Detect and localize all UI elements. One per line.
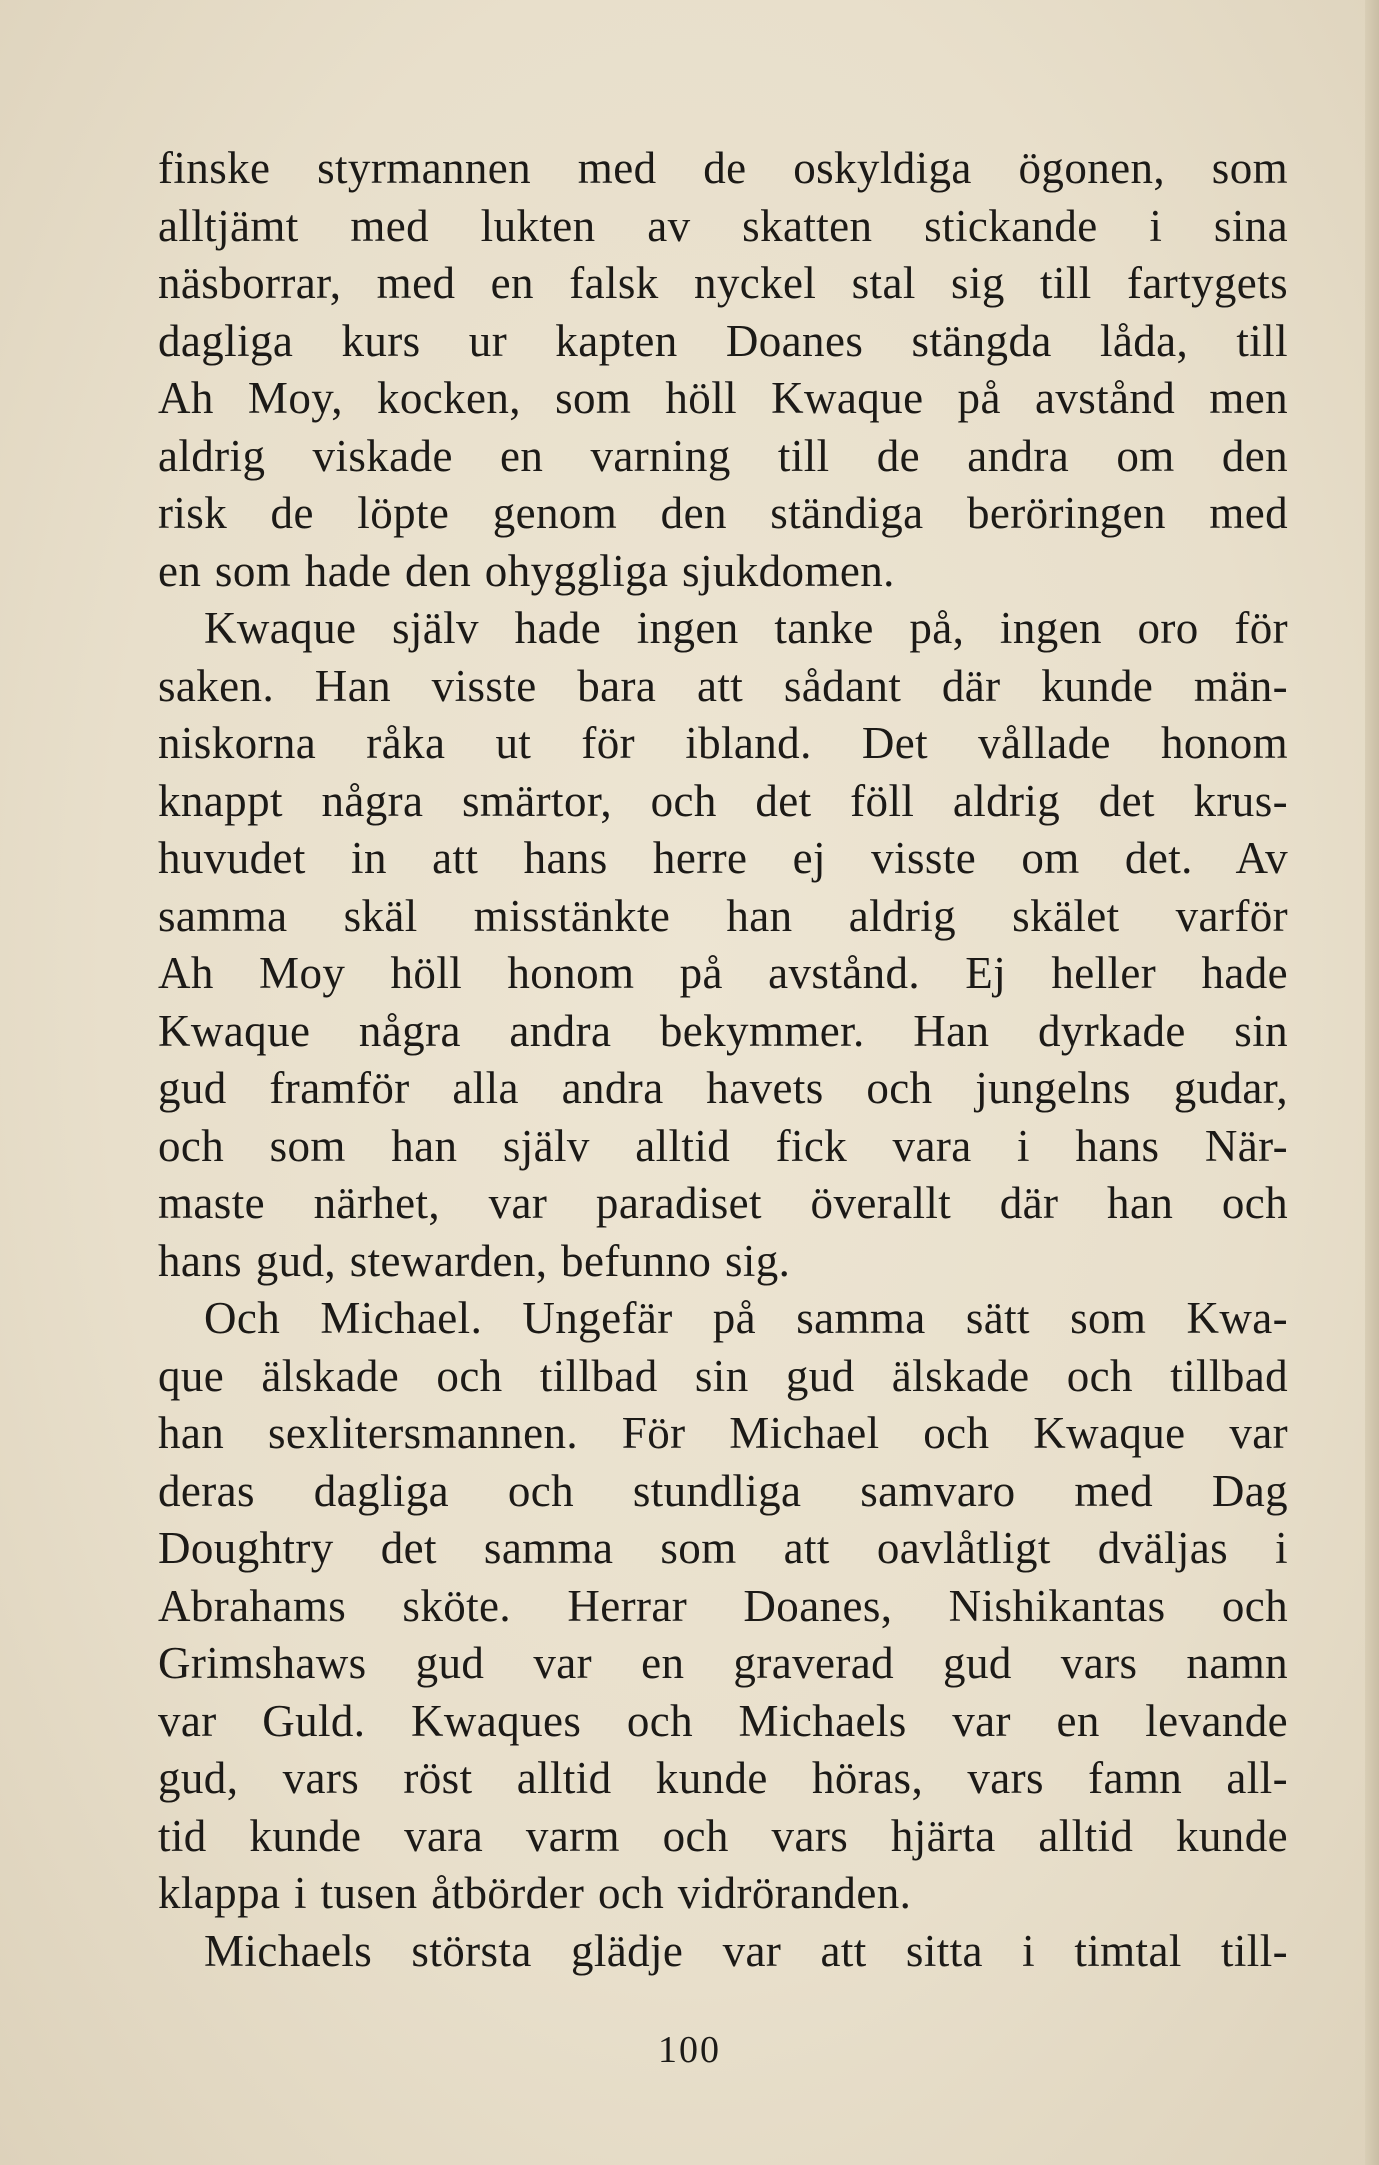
text-line: alltjämt med lukten av skatten stickande i sina (158, 200, 1288, 251)
page-edge (1365, 0, 1379, 2165)
text-line: Ah Moy, kocken, som höll Kwaque på avstånd men (158, 373, 1288, 423)
text-line: huvudet in att hans herre ej visste om det. Av (158, 833, 1288, 883)
text-line: samma skäl misstänkte han aldrig skälet varför (158, 890, 1288, 941)
text-line: Och Michael. Ungefär på samma sätt som Kwa- (204, 1293, 1288, 1343)
text-line: Doughtry det samma som att oavlåtligt dväljas i (158, 1523, 1288, 1573)
text-line: var Guld. Kwaques och Michaels var en levande (158, 1695, 1288, 1746)
text-line: Abrahams sköte. Herrar Doanes, Nishikantas och (158, 1580, 1288, 1631)
text-line: en som hade den ohyggliga sjukdomen. (158, 545, 895, 596)
text-line: niskorna råka ut för ibland. Det vållade honom (158, 718, 1288, 768)
text-line: Michaels största glädje var att sitta i timtal till- (204, 1925, 1288, 1976)
text-line: maste närhet, var paradiset överallt där han och (158, 1178, 1288, 1228)
text-line: risk de löpte genom den ständiga beröringen med (158, 488, 1288, 538)
text-line: Kwaque själv hade ingen tanke på, ingen oro för (204, 603, 1288, 653)
text-line: gud, vars röst alltid kunde höras, vars famn all- (158, 1753, 1288, 1803)
text-line: gud framför alla andra havets och jungelns gudar, (158, 1063, 1288, 1113)
text-line: och som han själv alltid fick vara i hans När- (158, 1120, 1288, 1171)
text-line: hans gud, stewarden, befunno sig. (158, 1235, 791, 1286)
text-line: Kwaque några andra bekymmer. Han dyrkade sin (158, 1005, 1288, 1056)
text-line: dagliga kurs ur kapten Doanes stängda låda, till (158, 315, 1288, 366)
text-line: que älskade och tillbad sin gud älskade och tillbad (158, 1350, 1288, 1401)
text-line: saken. Han visste bara att sådant där kunde män- (158, 660, 1288, 711)
text-line: aldrig viskade en varning till de andra om den (158, 430, 1288, 481)
text-line: deras dagliga och stundliga samvaro med Dag (158, 1465, 1288, 1516)
page-number: 100 (658, 2029, 721, 2071)
body-text (158, 140, 1288, 1980)
text-line: Ah Moy höll honom på avstånd. Ej heller hade (158, 948, 1288, 998)
text-line: Grimshaws gud var en graverad gud vars namn (158, 1638, 1288, 1688)
text-line: tid kunde vara varm och vars hjärta alltid kunde (158, 1810, 1288, 1861)
text-line: knappt några smärtor, och det föll aldrig det krus- (158, 775, 1288, 826)
text-line: klappa i tusen åtbörder och vidröranden. (158, 1868, 912, 1918)
text-line: näsborrar, med en falsk nyckel stal sig till fartygets (158, 258, 1288, 308)
text-line: finske styrmannen med de oskyldiga ögonen, som (158, 143, 1288, 193)
text-line: han sexlitersmannen. För Michael och Kwaque var (158, 1408, 1288, 1458)
